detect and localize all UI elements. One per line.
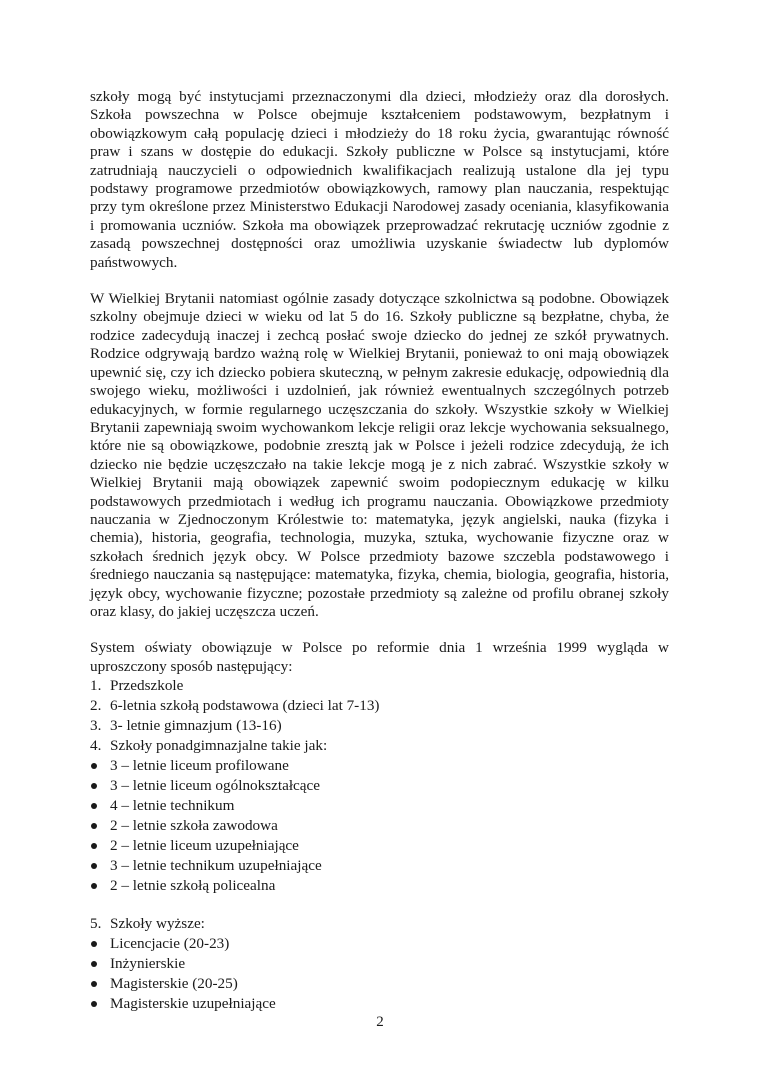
list-item — [90, 816, 669, 836]
list-item — [90, 836, 669, 856]
list-item-text: 2 – letnie szkołą policealna — [110, 877, 276, 895]
list-item-text: 6-letnia szkołą podstawowa (dzieci lat 7-13) — [110, 697, 380, 715]
list-item-text: Magisterskie (20-25) — [110, 975, 238, 993]
list-item — [90, 796, 669, 816]
bullet-list-higher-education — [90, 934, 669, 1014]
list-item-text: 2 – letnie szkoła zawodowa — [110, 817, 278, 835]
paragraph-uk-schools: W Wielkiej Brytanii natomiast ogólnie zasady dotyczące szkolnictwa są podobne. Obowiązek szkolny obejmuje dzieci w wieku od lat 5 do 16. Szkoły publiczne są bezpłatne, chyba, że rodzice zadecydują inaczej i zechcą posłać swoje dziecko do jednej ze szkół prywatnych. Rodzice odgrywają bardzo ważną rolę w Wielkiej Brytanii, ponieważ to oni mają obowiązek upewnić się, czy ich dziecko pobiera skuteczną, w pełnym zakresie edukację, odpowiednią dla swojego wieku, możliwości i uzdolnień, jak również ewentualnych szczególnych potrzeb edukacyjnych, w formie regularnego uczęszczania do szkoły. Wszystkie szkoły w Wielkiej Brytanii zapewniają swoim wychowankom lekcje religii oraz lekcje wychowania seksualnego, które nie są obowiązkowe, podobnie zresztą jak w Polsce i jeżeli rodzice zdecydują, że ich dziecko nie będzie uczęszczało na takie lekcje mogą je z nich zabrać. Wszystkie szkoły w Wielkiej Brytanii mają obowiązek zapewnić swoim podopiecznym edukację w kilku podstawowych przedmiotach i według ich programu nauczania. Obowiązkowe przedmioty nauczania w Zjednoczonym Królestwie to: matematyka, język angielski, nauka (fizyka i chemia), historia, geografia, technologia, muzyka, sztuka, wychowanie fizyczne oraz w szkołach średnich język obcy. W Polsce przedmioty bazowe szczebla podstawowego i średniego nauczania są następujące: matematyka, fizyka, chemia, biologia, geografia, historia, język obcy, wychowanie fizyczne; pozostałe przedmioty są zależne od profilu obranej szkoły oraz klasy, do jakiej uczęszcza uczeń. — [90, 290, 669, 620]
list-item-text: 4 – letnie technikum — [110, 797, 235, 815]
list-item-text: Inżynierskie — [110, 955, 186, 973]
list-item — [90, 676, 669, 696]
paragraph-system-intro: System oświaty obowiązuje w Polsce po reformie dnia 1 września 1999 wygląda w uproszczony sposób następujący: — [90, 639, 669, 675]
list-item — [90, 934, 669, 954]
list-item — [90, 876, 669, 896]
list-number: 1. — [90, 677, 102, 695]
list-item — [90, 756, 669, 776]
list-item-text: Przedszkole — [110, 677, 184, 695]
list-number: 3. — [90, 717, 102, 735]
numbered-list — [90, 676, 669, 756]
paragraph-gap — [90, 896, 669, 914]
list-number: 4. — [90, 737, 102, 755]
paragraph-gap — [90, 621, 669, 639]
paragraph-gap — [90, 272, 669, 290]
numbered-list-continued — [90, 914, 669, 934]
list-item — [90, 994, 669, 1014]
list-item-text: Szkoły wyższe: — [110, 915, 205, 933]
list-item — [90, 776, 669, 796]
list-number: 2. — [90, 697, 102, 715]
list-item-text: 3 – letnie technikum uzupełniające — [110, 857, 322, 875]
list-item-text: Licencjacie (20-23) — [110, 935, 230, 953]
list-item-text: 3 – letnie liceum profilowane — [110, 757, 289, 775]
document-page — [90, 88, 669, 1014]
paragraph-polish-schools: szkoły mogą być instytucjami przeznaczonymi dla dzieci, młodzieży oraz dla dorosłych. Szkoła powszechna w Polsce obejmuje kształceniem podstawowym, bezpłatnym i obowiązkowym całą populację dzieci i młodzieży do 18 roku życia, gwarantując równość praw i szans w dostępie do edukacji. Szkoły publiczne w Polsce są instytucjami, które zatrudniają nauczycieli o odpowiednich kwalifikacjach realizują ustalone dla jej typu podstawy programowe przedmiotów obowiązkowych, ramowy plan nauczania, respektując przy tym określone przez Ministerstwo Edukacji Narodowej zasady oceniania, klasyfikowania i promowania uczniów. Szkoła ma obowiązek przeprowadzać rekrutację uczniów zgodnie z zasadą powszechnej dostępności oraz umożliwia uzyskanie świadectw lub dyplomów państwowych. — [90, 88, 669, 271]
bullet-list-secondary-schools — [90, 756, 669, 896]
list-item — [90, 856, 669, 876]
list-number: 5. — [90, 915, 102, 933]
list-item-text: 3- letnie gimnazjum (13-16) — [110, 717, 282, 735]
list-item — [90, 696, 669, 716]
list-item — [90, 954, 669, 974]
list-item-text: 2 – letnie liceum uzupełniające — [110, 837, 299, 855]
page-number: 2 — [376, 1014, 384, 1030]
list-item-text: 3 – letnie liceum ogólnokształcące — [110, 777, 321, 795]
list-item — [90, 914, 669, 934]
list-item — [90, 974, 669, 994]
list-item-text: Szkoły ponadgimnazjalne takie jak: — [110, 737, 328, 755]
list-item — [90, 736, 669, 756]
list-item-text: Magisterskie uzupełniające — [110, 995, 276, 1013]
list-item — [90, 716, 669, 736]
